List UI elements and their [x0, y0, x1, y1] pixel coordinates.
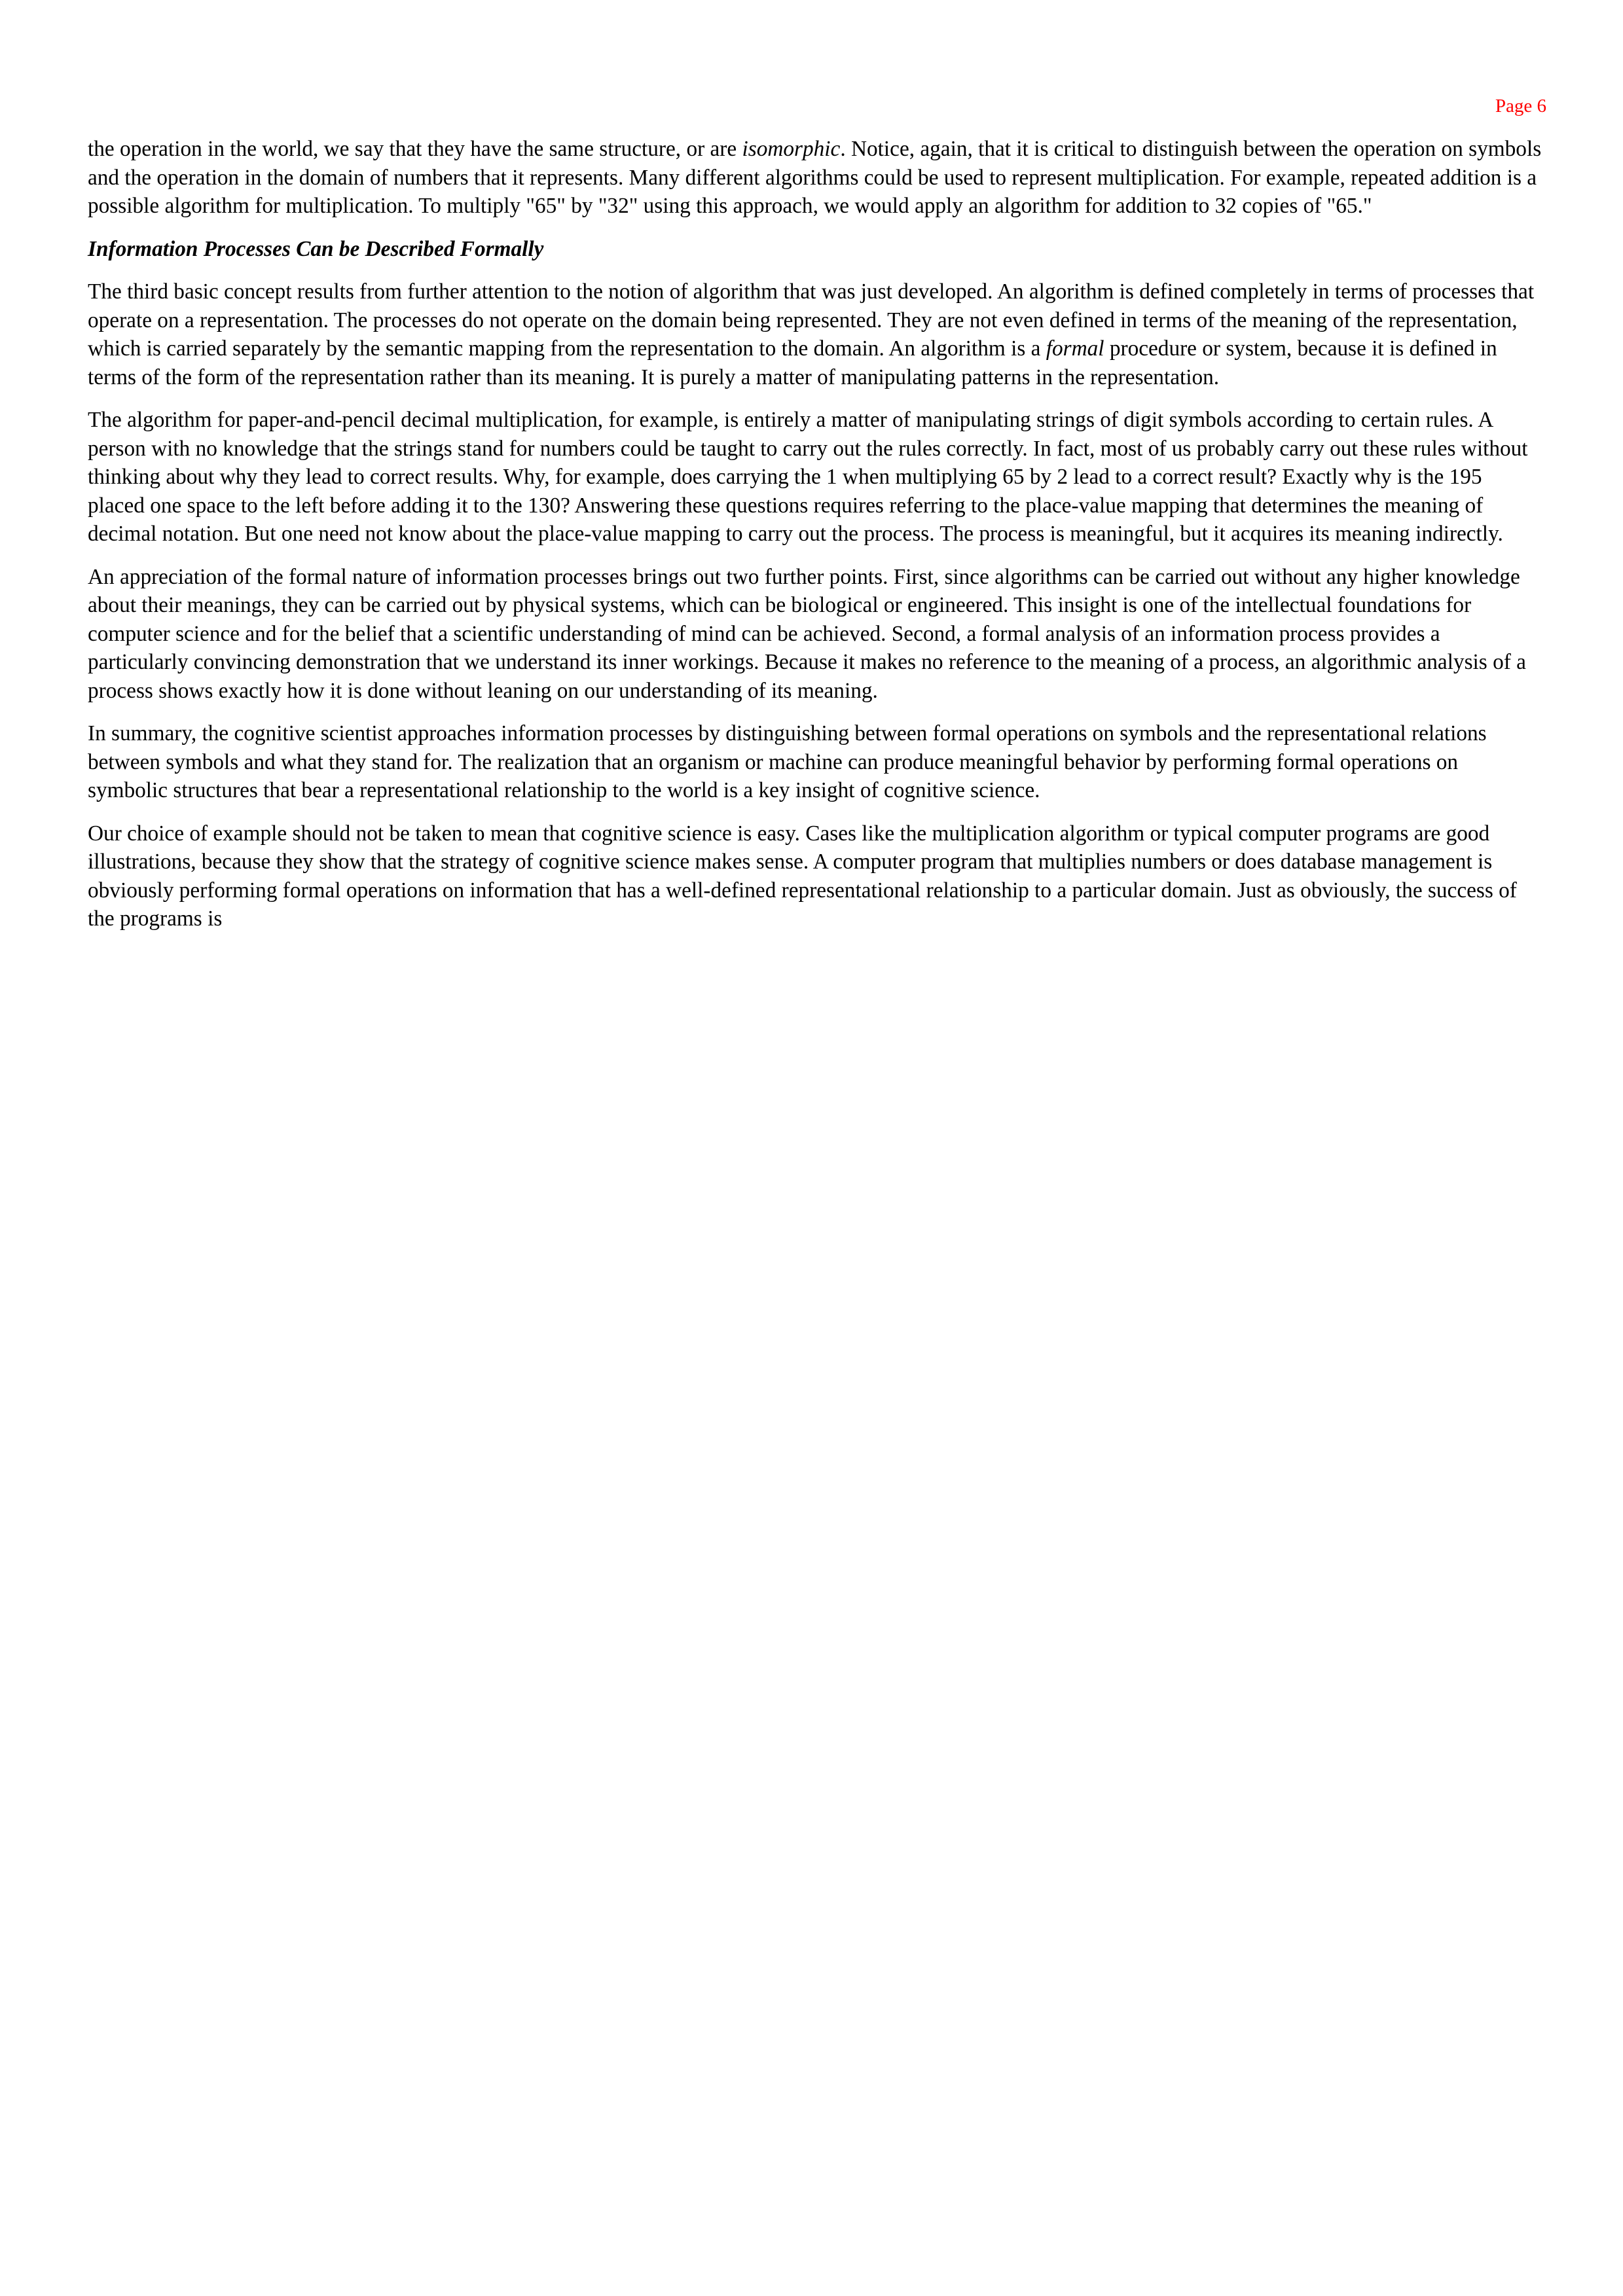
paragraph-isomorphic — [88, 135, 1542, 221]
paragraph-formal-nature: An appreciation of the formal nature of information processes brings out two further points. First, since algorithms can be carried out without any higher knowledge about their meanings, they can be carried out by physical systems, which can be biological or engineered. This insight is one of the intellectual foundations for computer science and for the belief that a scientific understanding of mind can be achieved. Second, a formal analysis of an information process provides a particularly convincing demonstration that we understand its inner workings. Because it makes no reference to the meaning of a process, an algorithmic analysis of a process shows exactly how it is done without leaning on our understanding of its meaning. — [88, 564, 1526, 703]
paragraph-text: . Notice, again, that it is critical to distinguish between the operation on symbols and the operation in the domain of numbers that it represents. Many different algorithms could be used to represent multiplication. For example, repeated addition is a possible algorithm for multiplication. To multiply "65" by "32" using this approach, we would apply an algorithm for addition to 32 copies of "65." — [88, 137, 1542, 218]
page-number: Page 6 — [1495, 96, 1546, 117]
paragraph-text: The third basic concept results from further attention to the notion of algorithm that was just developed. An algorithm is defined completely in terms of processes that operate on a representation. The processes do not operate on the domain being represented. They are not even defined in terms of the meaning of the representation, which is carried separately by the semantic mapping from the representation to the domain. An algorithm is a — [88, 279, 1535, 361]
section-heading: Information Processes Can be Described Formally — [88, 236, 544, 261]
document-body — [88, 135, 1542, 948]
paragraph-text: the operation in the world, we say that they have the same structure, or are — [88, 137, 742, 161]
paragraph-decimal-multiplication: The algorithm for paper-and-pencil decimal multiplication, for example, is entirely a matter of manipulating strings of digit symbols according to certain rules. A person with no knowledge that the strings stand for numbers could be taught to carry out the rules correctly. In fact, most of us probably carry out these rules without thinking about why they lead to correct results. Why, for example, does carrying the 1 when multiplying 65 by 2 lead to a correct result? Exactly why is the 195 placed one space to the left before adding it to the 130? Answering these questions requires referring to the place-value mapping that determines the meaning of decimal notation. But one need not know about the place-value mapping to carry out the process. The process is meaningful, but it acquires its meaning indirectly. — [88, 408, 1528, 546]
emphasis-formal: formal — [1046, 336, 1104, 361]
paragraph-text: procedure or system, because it is defined in terms of the form of the representation rather than its meaning. It is purely a matter of manipulating patterns in the representation. — [88, 336, 1497, 389]
paragraph-choice-of-example: Our choice of example should not be taken to mean that cognitive science is easy. Cases like the multiplication algorithm or typical computer programs are good illustrations, because they show that the strategy of cognitive science makes sense. A computer program that multiplies numbers or does database management is obviously performing formal operations on information that has a well-defined representational relationship to a particular domain. Just as obviously, the success of the programs is — [88, 821, 1517, 931]
paragraph-summary: In summary, the cognitive scientist approaches information processes by distinguishing between formal operations on symbols and the representational relations between symbols and what they stand for. The realization that an organism or machine can produce meaningful behavior by performing formal operations on symbolic structures that bear a representational relationship to the world is a key insight of cognitive science. — [88, 721, 1487, 802]
paragraph-formal-procedure — [88, 278, 1542, 391]
emphasis-isomorphic: isomorphic — [742, 137, 841, 161]
